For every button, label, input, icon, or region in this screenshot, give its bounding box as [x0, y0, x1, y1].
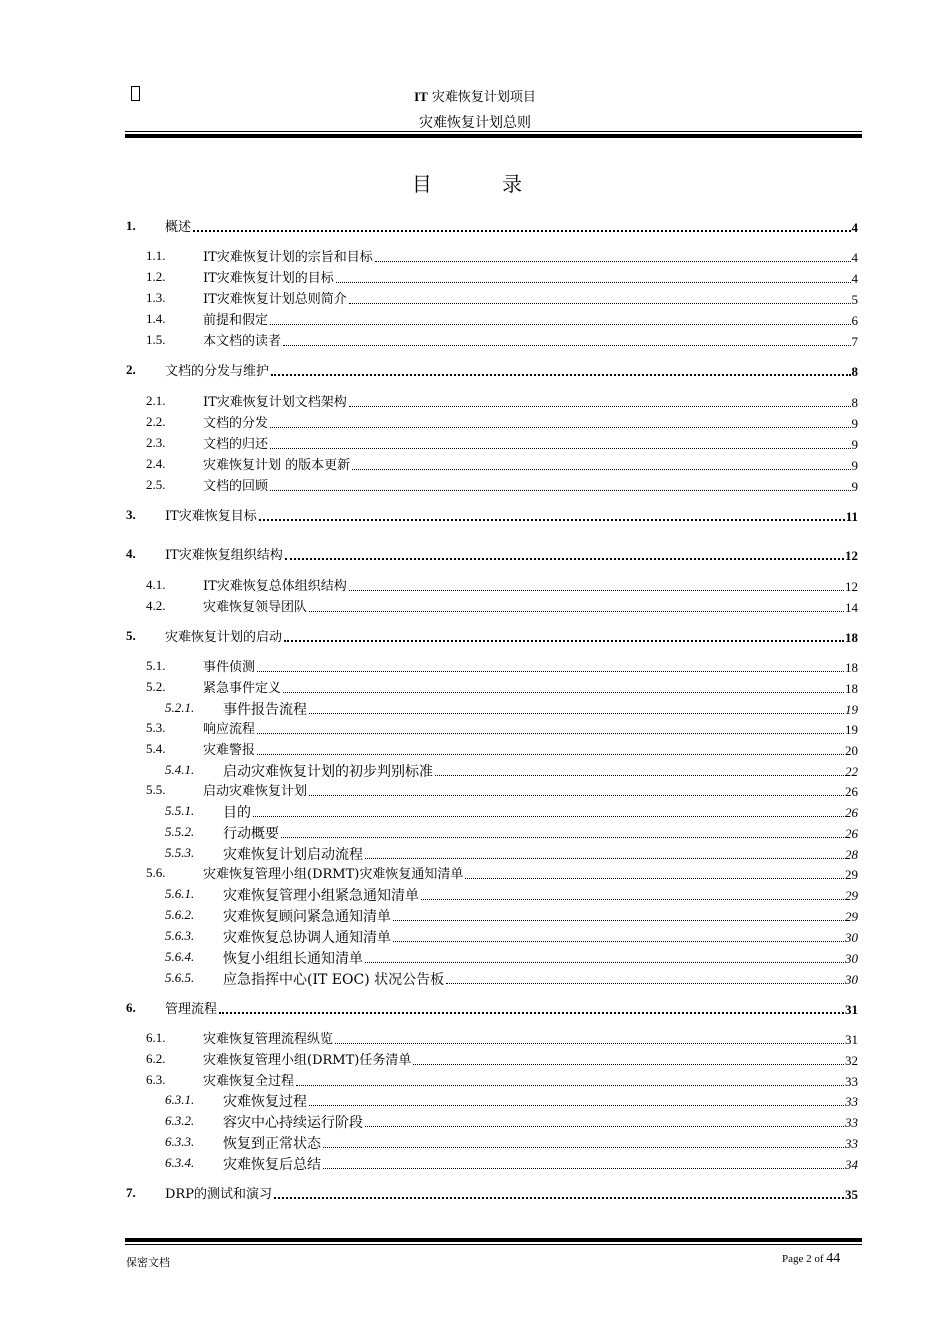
toc-entry[interactable] — [165, 884, 858, 904]
toc-entry-leader — [283, 691, 844, 693]
toc-entry-page: 7 — [851, 334, 858, 349]
toc-entry-page: 6 — [851, 313, 858, 328]
toc-entry-page: 11 — [845, 509, 858, 524]
toc-entry-leader — [323, 1146, 844, 1148]
toc-entry-page: 26 — [845, 826, 858, 841]
toc-entry-leader — [465, 877, 844, 879]
toc-entry-page: 31 — [845, 1002, 858, 1017]
toc-entry-leader — [257, 753, 844, 755]
toc-entry-label: 管理流程 — [165, 1002, 218, 1017]
toc-entry-label: 灾难警报 — [203, 743, 256, 758]
footer-rule-thick — [125, 1238, 862, 1242]
toc-entry-number: 2.3. — [146, 435, 166, 450]
toc-entry[interactable] — [146, 656, 858, 676]
toc-entry-page: 12 — [845, 548, 858, 563]
toc-entry[interactable] — [146, 596, 858, 616]
toc-entry-leader — [309, 1104, 844, 1106]
toc-entry-number: 5.5. — [146, 782, 166, 797]
toc-entry[interactable] — [146, 246, 858, 266]
toc-entry-leader — [336, 281, 851, 283]
toc-entry-label: 事件侦测 — [203, 660, 256, 675]
toc-entry-label: 文档的分发与维护 — [165, 364, 270, 379]
toc-entry-number: 1.1. — [146, 248, 166, 263]
toc-entry-page: 29 — [845, 909, 858, 924]
toc-entry-leader — [335, 1042, 844, 1044]
toc-entry-number: 1.3. — [146, 290, 166, 305]
toc-entry-leader — [296, 1084, 844, 1086]
toc-entry-label: IT灾难恢复计划的目标 — [203, 271, 334, 286]
toc-entry-leader — [365, 961, 844, 963]
toc-entry-number: 5.5.2. — [165, 824, 195, 839]
toc-entry-page: 30 — [845, 972, 858, 987]
toc-entry-leader — [349, 589, 844, 591]
toc-entry-page: 18 — [845, 630, 858, 645]
toc-entry[interactable] — [146, 475, 858, 495]
toc-entry[interactable] — [146, 330, 858, 350]
toc-entry-leader — [271, 373, 850, 376]
toc-entry-number: 5.6.3. — [165, 928, 195, 943]
toc-entry-number: 2.2. — [146, 414, 166, 429]
toc-entry[interactable] — [165, 698, 858, 718]
toc-entry-label: 恢复小组组长通知清单 — [223, 951, 363, 967]
toc-entry-leader — [349, 302, 851, 304]
toc-entry-label: IT灾难恢复计划总则简介 — [203, 292, 347, 307]
toc-entry-leader — [309, 794, 844, 796]
toc-entry[interactable] — [165, 1153, 858, 1173]
toc-entry-label: 启动灾难恢复计划 — [203, 784, 308, 799]
toc-entry-leader — [274, 1196, 844, 1199]
toc-entry-label: 灾难恢复后总结 — [223, 1157, 321, 1173]
toc-entry-number: 1.2. — [146, 269, 166, 284]
toc-entry[interactable] — [146, 391, 858, 411]
toc-entry[interactable] — [165, 947, 858, 967]
toc-entry-page: 8 — [851, 364, 858, 379]
toc-entry-number: 7. — [126, 1185, 136, 1200]
toc-entry-number: 6. — [126, 1000, 136, 1015]
toc-entry[interactable] — [126, 216, 858, 236]
toc-entry[interactable] — [146, 677, 858, 697]
toc-entry-number: 2.5. — [146, 477, 166, 492]
toc-entry-page: 30 — [845, 930, 858, 945]
toc-entry-leader — [219, 1011, 844, 1014]
toc-entry-number: 4.2. — [146, 598, 166, 613]
toc-entry[interactable] — [146, 267, 858, 287]
toc-entry-page: 19 — [845, 722, 858, 737]
toc-entry-leader — [257, 670, 844, 672]
toc-entry-leader — [270, 447, 850, 449]
toc-entry[interactable] — [126, 998, 858, 1018]
toc-entry-number: 6.1. — [146, 1030, 166, 1045]
toc-entry-leader — [349, 405, 851, 407]
toc-entry-page: 9 — [851, 479, 858, 494]
toc-entry-page: 29 — [845, 888, 858, 903]
toc-entry[interactable] — [165, 926, 858, 946]
toc-entry-page: 32 — [845, 1053, 858, 1068]
toc-entry[interactable] — [146, 1049, 858, 1069]
toc-entry[interactable] — [165, 968, 858, 988]
toc-entry-page: 30 — [845, 951, 858, 966]
toc-entry[interactable] — [126, 544, 858, 564]
toc-entry-label: 灾难恢复计划启动流程 — [223, 847, 363, 863]
toc-entry-label: 容灾中心持续运行阶段 — [223, 1115, 363, 1131]
toc-entry-number: 5.4.1. — [165, 762, 195, 777]
toc-entry-label: 灾难恢复管理小组(DRMT)任务清单 — [203, 1053, 412, 1068]
toc-entry-number: 5.6. — [146, 865, 166, 880]
toc-entry-leader — [270, 426, 850, 428]
toc-entry[interactable] — [146, 863, 858, 883]
toc-entry-leader — [352, 468, 850, 470]
toc-entry-number: 6.3.2. — [165, 1113, 195, 1128]
header-project-title: IT 灾难恢复计划项目 — [414, 89, 536, 105]
toc-entry-label: 灾难恢复领导团队 — [203, 600, 308, 615]
toc-entry-number: 5.6.4. — [165, 949, 195, 964]
toc-entry-label: 行动概要 — [223, 826, 279, 842]
toc-entry[interactable] — [165, 822, 858, 842]
toc-entry-page: 33 — [845, 1136, 858, 1151]
toc-entry-page: 19 — [845, 702, 858, 717]
confidential-label: 保密文档 — [126, 1256, 170, 1269]
toc-entry[interactable] — [165, 801, 858, 821]
toc-entry-number: 1.5. — [146, 332, 166, 347]
toc-entry[interactable] — [146, 739, 858, 759]
toc-entry[interactable] — [146, 454, 858, 474]
toc-entry-page: 33 — [845, 1094, 858, 1109]
toc-entry-number: 5.5.1. — [165, 803, 195, 818]
toc-entry-page: 9 — [851, 416, 858, 431]
toc-entry-page: 4 — [851, 220, 858, 235]
toc-entry-label: 文档的分发 — [203, 416, 269, 431]
toc-entry-label: 本文档的读者 — [203, 334, 282, 349]
toc-entry-label: 响应流程 — [203, 722, 256, 737]
toc-entry-number: 5.6.1. — [165, 886, 195, 901]
toc-entry-leader — [421, 898, 844, 900]
toc-entry-label: 文档的回顾 — [203, 479, 269, 494]
toc-entry-number: 6.2. — [146, 1051, 166, 1066]
toc-entry-label: 灾难恢复管理流程纵览 — [203, 1032, 334, 1047]
toc-entry[interactable] — [165, 1111, 858, 1131]
toc-entry-leader — [375, 260, 851, 262]
toc-entry-label: 恢复到正常状态 — [223, 1136, 321, 1152]
toc-entry-leader — [283, 344, 850, 346]
toc-entry-leader — [284, 639, 844, 642]
toc-entry-page: 4 — [851, 250, 858, 265]
toc-entry-label: 文档的归还 — [203, 437, 269, 452]
toc-entry-label: 灾难恢复计划 的版本更新 — [203, 458, 351, 473]
toc-entry-number: 5.3. — [146, 720, 166, 735]
toc-entry-number: 2. — [126, 362, 136, 377]
toc-entry[interactable] — [165, 1132, 858, 1152]
toc-entry-number: 5.6.5. — [165, 970, 195, 985]
toc-entry-label: 事件报告流程 — [223, 702, 307, 718]
toc-entry-leader — [365, 857, 844, 859]
header-doc-title: 灾难恢复计划总则 — [419, 115, 531, 131]
toc-entry-leader — [270, 489, 850, 491]
toc-entry-number: 1.4. — [146, 311, 166, 326]
toc-entry-leader — [285, 557, 844, 560]
toc-entry-label: 灾难恢复全过程 — [203, 1074, 295, 1089]
toc-entry-number: 6.3.3. — [165, 1134, 195, 1149]
toc-entry-label: IT灾难恢复计划的宗旨和目标 — [203, 250, 373, 265]
toc-entry-label: IT灾难恢复组织结构 — [165, 548, 283, 563]
toc-entry-number: 4.1. — [146, 577, 166, 592]
toc-entry-page: 12 — [845, 579, 858, 594]
toc-entry-page: 18 — [845, 681, 858, 696]
toc-entry-number: 5.2.1. — [165, 700, 195, 715]
toc-entry[interactable] — [146, 780, 858, 800]
toc-entry[interactable] — [146, 288, 858, 308]
toc-entry-page: 9 — [851, 437, 858, 452]
toc-entry-leader — [446, 982, 844, 984]
toc-entry-page: 14 — [845, 600, 858, 615]
toc-entry-number: 4. — [126, 546, 136, 561]
toc-entry-label: 紧急事件定义 — [203, 681, 282, 696]
toc-entry-page: 31 — [845, 1032, 858, 1047]
toc-entry-label: 灾难恢复管理小组(DRMT)灾难恢复通知清单 — [203, 867, 464, 882]
toc-entry-page: 35 — [845, 1187, 858, 1202]
toc-entry-page: 29 — [845, 867, 858, 882]
toc-entry-page: 8 — [851, 395, 858, 410]
footer-rule-thin — [125, 1244, 862, 1245]
page-number: Page 2 of 44 — [782, 1251, 841, 1266]
toc-entry[interactable] — [126, 360, 858, 380]
toc-entry-leader — [393, 940, 844, 942]
toc-entry-page: 33 — [845, 1115, 858, 1130]
toc-entry[interactable] — [146, 1070, 858, 1090]
toc-entry-page: 9 — [851, 458, 858, 473]
toc-entry-page: 28 — [845, 847, 858, 862]
toc-entry-leader — [270, 323, 850, 325]
toc-entry-label: 灾难恢复管理小组紧急通知清单 — [223, 888, 419, 904]
toc-entry-number: 5.1. — [146, 658, 166, 673]
toc-entry-page: 4 — [851, 271, 858, 286]
toc-entry-leader — [413, 1063, 844, 1065]
toc-entry[interactable] — [146, 1028, 858, 1048]
toc-entry-leader — [365, 1125, 844, 1127]
toc-entry[interactable] — [165, 1090, 858, 1110]
toc-entry-leader — [257, 732, 844, 734]
toc-entry[interactable] — [126, 626, 858, 646]
toc-entry-page: 26 — [845, 805, 858, 820]
toc-entry-label: IT灾难恢复目标 — [165, 509, 257, 524]
toc-entry[interactable] — [165, 760, 858, 780]
toc-entry-page: 5 — [851, 292, 858, 307]
toc-entry[interactable] — [165, 843, 858, 863]
toc-entry[interactable] — [146, 309, 858, 329]
toc-entry-leader — [259, 518, 845, 521]
toc-entry-page: 20 — [845, 743, 858, 758]
toc-entry-label: 概述 — [165, 220, 192, 235]
toc-entry-label: 启动灾难恢复计划的初步判别标准 — [223, 764, 433, 780]
toc-title: 目 录 — [411, 172, 555, 196]
toc-entry-leader — [393, 919, 844, 921]
toc-entry-number: 5.6.2. — [165, 907, 195, 922]
toc-entry-number: 5.5.3. — [165, 845, 195, 860]
toc-entry-page: 26 — [845, 784, 858, 799]
toc-entry-page: 22 — [845, 764, 858, 779]
toc-entry-number: 5.4. — [146, 741, 166, 756]
toc-entry-label: 前提和假定 — [203, 313, 269, 328]
toc-entry-label: IT灾难恢复计划文档架构 — [203, 395, 347, 410]
toc-entry-number: 1. — [126, 218, 136, 233]
toc-entry-label: 目的 — [223, 805, 251, 821]
toc-entry-label: DRP的测试和演习 — [165, 1187, 272, 1202]
toc-entry-label: 灾难恢复总协调人通知清单 — [223, 930, 391, 946]
toc-entry-label: 灾难恢复顾问紧急通知清单 — [223, 909, 391, 925]
toc-entry-page: 18 — [845, 660, 858, 675]
toc-entry[interactable] — [146, 718, 858, 738]
toc-entry-leader — [309, 712, 844, 714]
toc-entry[interactable] — [146, 433, 858, 453]
toc-entry[interactable] — [165, 905, 858, 925]
toc-entry-page: 33 — [845, 1074, 858, 1089]
toc-entry-leader — [193, 229, 850, 232]
toc-entry-number: 3. — [126, 507, 136, 522]
toc-entry[interactable] — [126, 505, 858, 525]
toc-entry-label: 灾难恢复计划的启动 — [165, 630, 283, 645]
toc-entry-label: 灾难恢复过程 — [223, 1094, 307, 1110]
toc-entry-label: IT灾难恢复总体组织结构 — [203, 579, 347, 594]
toc-entry-number: 6.3. — [146, 1072, 166, 1087]
toc-entry-number: 6.3.1. — [165, 1092, 195, 1107]
toc-entry-leader — [253, 815, 844, 817]
toc-entry[interactable] — [146, 412, 858, 432]
toc-entry-number: 2.1. — [146, 393, 166, 408]
toc-entry-number: 5. — [126, 628, 136, 643]
toc-entry-leader — [309, 610, 844, 612]
toc-entry-leader — [323, 1167, 844, 1169]
toc-entry-number: 2.4. — [146, 456, 166, 471]
toc-entry[interactable] — [146, 575, 858, 595]
toc-entry-label: 应急指挥中心(IT EOC) 状况公告板 — [223, 972, 445, 988]
toc-entry[interactable] — [126, 1183, 858, 1203]
toc-entry-number: 6.3.4. — [165, 1155, 195, 1170]
toc-entry-page: 34 — [845, 1157, 858, 1172]
toc-entry-number: 5.2. — [146, 679, 166, 694]
toc-entry-leader — [281, 836, 844, 838]
toc-entry-leader — [435, 774, 844, 776]
